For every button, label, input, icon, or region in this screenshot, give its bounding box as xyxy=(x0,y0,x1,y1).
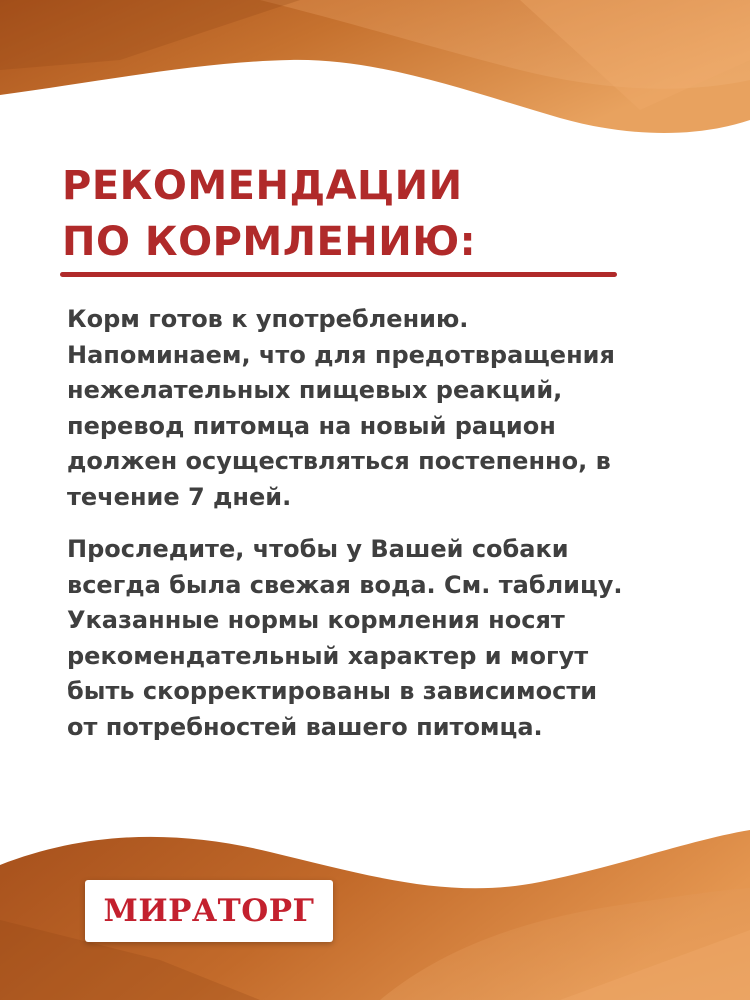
text-line: нежелательных пищевых реакций, xyxy=(67,376,563,404)
text-line: Проследите, чтобы у Вашей собаки xyxy=(67,535,569,563)
text-line: течение 7 дней. xyxy=(67,482,292,511)
text-line: перевод питомца на новый рацион xyxy=(67,411,556,440)
brand-logo-text: МИРАТОРГ xyxy=(103,893,315,929)
title-line: ПО КОРМЛЕНИЮ: xyxy=(62,219,477,265)
brand-logo xyxy=(85,880,333,942)
text-line: всегда была свежая вода. См. таблицу. xyxy=(67,570,623,599)
text-line: Напоминаем, что для предотвращения xyxy=(67,340,615,369)
paragraph-feeding-transition xyxy=(67,302,707,515)
text-line: от потребностей вашего питомца. xyxy=(67,712,543,741)
page-title xyxy=(62,158,682,270)
text-line: должен осуществляться постепенно, в xyxy=(67,447,611,475)
text-line: Корм готов к употреблению. xyxy=(67,305,469,333)
text-line: Указанные нормы кормления носят xyxy=(67,606,565,634)
title-divider xyxy=(60,272,617,277)
text-line: быть скорректированы в зависимости xyxy=(67,677,598,705)
title-line: РЕКОМЕНДАЦИИ xyxy=(62,163,463,209)
text-line: рекомендательный характер и могут xyxy=(67,641,589,670)
paragraph-water-and-norms xyxy=(67,532,707,745)
